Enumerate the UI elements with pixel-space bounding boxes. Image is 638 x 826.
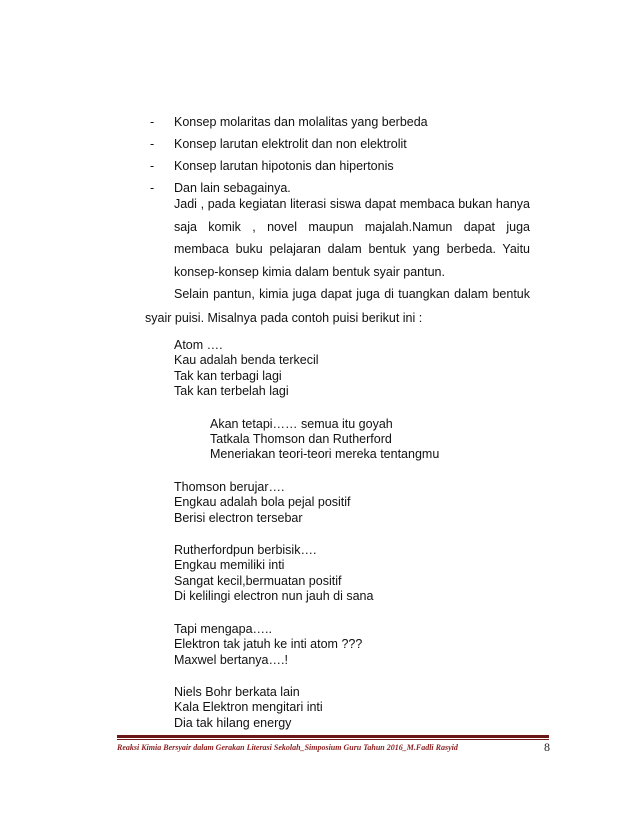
poem — [174, 338, 534, 748]
bullet-item — [150, 158, 530, 180]
poem-stanza — [174, 543, 534, 605]
poem-stanza — [174, 622, 534, 668]
poem-line: Tak kan terbagi lagi — [174, 368, 282, 383]
footer-text: Reaksi Kimia Bersyair dalam Gerakan Literasi Sekolah_Simposium Guru Tahun 2016_M.Fadli Rasyid — [117, 743, 458, 752]
poem-line: Tak kan terbelah lagi — [174, 384, 289, 399]
page-number: 8 — [544, 740, 550, 754]
bullet-item — [150, 114, 530, 136]
footer-rule — [117, 735, 549, 738]
bullet-list — [150, 114, 530, 202]
poem-line: Dia tak hilang energy — [174, 715, 292, 730]
poem-line: Meneriakan teori-teori mereka tentangmu — [210, 447, 440, 462]
poem-line: Niels Bohr berkata lain — [174, 684, 300, 699]
poem-line: Tapi mengapa….. — [174, 621, 272, 636]
poem-line: Thomson berujar…. — [174, 479, 285, 494]
bullet-marker: - — [150, 159, 155, 173]
bullet-item — [150, 136, 530, 158]
poem-line: Maxwel bertanya….! — [174, 652, 288, 667]
poem-line: Kala Elektron mengitari inti — [174, 700, 323, 715]
poem-line: Sangat kecil,bermuatan positif — [174, 573, 342, 588]
poem-line: Rutherfordpun berbisik…. — [174, 543, 317, 558]
bullet-text: Konsep larutan hipotonis dan hipertonis — [174, 159, 394, 173]
body-paragraph: Selain pantun, kimia juga dapat juga di tuangkan dalam bentuk syair puisi. Misalnya pada contoh puisi berikut ini : — [145, 287, 530, 325]
bullet-text: Konsep molaritas dan molalitas yang berbeda — [174, 115, 428, 129]
bullet-marker: - — [150, 115, 155, 129]
poem-line: Engkau adalah bola pejal positif — [174, 495, 351, 510]
poem-stanza — [174, 685, 534, 731]
poem-stanza — [174, 338, 534, 400]
poem-line: Kau adalah benda terkecil — [174, 353, 319, 368]
footer-rule — [117, 739, 549, 740]
poem-line: Berisi electron tersebar — [174, 510, 303, 525]
body-paragraph: Jadi , pada kegiatan literasi siswa dapat membaca bukan hanya saja komik , novel maupun majalah.Namun dapat juga membaca buku pelajaran dalam bentuk yang berbeda. Yaitu konsep-konsep kimia dalam bentuk syair pantun. — [174, 197, 530, 279]
poem-line: Akan tetapi…… semua itu goyah — [210, 416, 393, 431]
poem-line: Tatkala Thomson dan Rutherford — [210, 432, 392, 447]
poem-line: Di kelilingi electron nun jauh di sana — [174, 589, 374, 604]
poem-stanza — [174, 417, 534, 463]
bullet-marker: - — [150, 181, 155, 195]
bullet-text: Dan lain sebagainya. — [174, 181, 291, 195]
poem-line: Atom …. — [174, 338, 223, 352]
bullet-text: Konsep larutan elektrolit dan non elektrolit — [174, 137, 407, 151]
poem-line: Engkau memiliki inti — [174, 558, 285, 573]
poem-line: Elektron tak jatuh ke inti atom ??? — [174, 637, 363, 652]
poem-stanza — [174, 480, 534, 526]
bullet-marker: - — [150, 137, 155, 151]
